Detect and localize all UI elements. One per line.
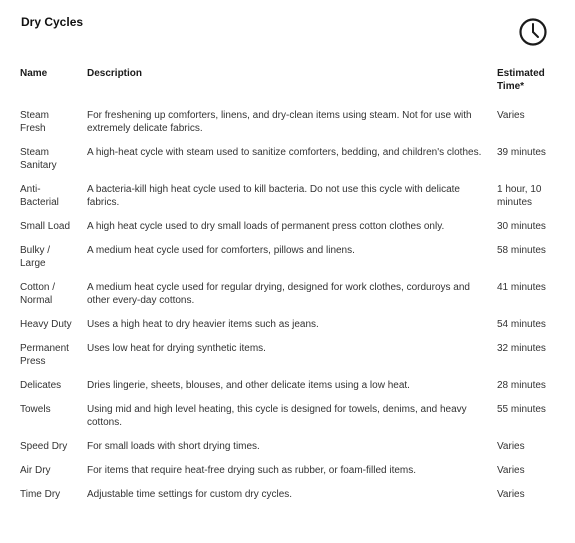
cycle-description-cell: Adjustable time settings for custom dry cycles. [87,489,293,500]
table-row [14,240,562,277]
cycle-description-cell: For items that require heat-free drying such as rubber, or foam-filled items. [87,465,417,476]
table-row [14,436,562,460]
cycle-description-cell: A bacteria-kill high heat cycle used to kill bacteria. Do not use this cycle with delicate fabrics. [87,184,460,208]
cycle-name-cell: Delicates [20,380,62,391]
table-body [14,105,562,508]
cycle-name-cell: Permanent Press [20,343,69,367]
table-row [14,142,562,179]
cycle-time-cell: 39 minutes [497,147,546,158]
cycle-time-cell: Varies [497,489,525,500]
table-row [14,179,562,216]
cycle-time-cell: 54 minutes [497,319,546,330]
cycle-time-cell: 1 hour, 10 minutes [497,184,542,208]
cycle-description-cell: A medium heat cycle used for comforters, pillows and linens. [87,245,355,256]
cycle-description-cell: Dries lingerie, sheets, blouses, and other delicate items using a low heat. [87,380,410,391]
cycle-time-cell: Varies [497,110,525,121]
cycle-time-cell: 58 minutes [497,245,546,256]
cycle-description-cell: A medium heat cycle used for regular drying, designed for work clothes, corduroys and other every-day cottons. [87,282,470,306]
cycle-time-cell: 30 minutes [497,221,546,232]
cycle-time-cell: 41 minutes [497,282,546,293]
table-row [14,216,562,240]
cycle-name-cell: Time Dry [20,489,61,500]
page-title: Dry Cycles [21,15,84,29]
table-header-row [14,62,562,105]
cycle-time-cell: Varies [497,465,525,476]
cycle-description-cell: Using mid and high level heating, this cycle is designed for towels, denims, and heavy cottons. [87,404,467,428]
cycle-name-cell: Small Load [20,221,71,232]
cycle-name-cell: Steam Sanitary [20,147,57,171]
cycle-name-cell: Towels [20,404,51,415]
cycle-time-cell: 32 minutes [497,343,546,354]
cycle-time-cell: 28 minutes [497,380,546,391]
table-row [14,338,562,375]
table-row [14,399,562,436]
column-header-name: Name [20,68,48,79]
cycle-name-cell: Bulky / Large [20,245,51,269]
cycle-description-cell: For freshening up comforters, linens, and dry-clean items using steam. Not for use with extremely delicate fabrics. [87,110,472,134]
table-row [14,277,562,314]
table-row [14,375,562,399]
column-header-time: Estimated Time* [497,68,545,92]
cycle-time-cell: 55 minutes [497,404,546,415]
cycle-name-cell: Air Dry [20,465,51,476]
cycle-description-cell: A high heat cycle used to dry small loads of permanent press cotton clothes only. [87,221,445,232]
cycle-name-cell: Cotton / Normal [20,282,56,306]
cycle-name-cell: Steam Fresh [20,110,49,134]
table-row [14,105,562,142]
cycle-description-cell: Uses a high heat to dry heavier items such as jeans. [87,319,319,330]
table-row [14,484,562,508]
cycle-description-cell: For small loads with short drying times. [87,441,260,452]
table-row [14,460,562,484]
column-header-description: Description [87,68,143,79]
dry-cycles-table [14,62,562,508]
clock-icon [518,17,548,47]
cycle-name-cell: Heavy Duty [20,319,72,330]
table-row [14,314,562,338]
cycle-description-cell: Uses low heat for drying synthetic items. [87,343,266,354]
cycle-time-cell: Varies [497,441,525,452]
cycle-description-cell: A high-heat cycle with steam used to sanitize comforters, bedding, and children's clothes. [87,147,482,158]
cycle-name-cell: Anti-Bacterial [20,184,59,208]
cycle-name-cell: Speed Dry [20,441,68,452]
